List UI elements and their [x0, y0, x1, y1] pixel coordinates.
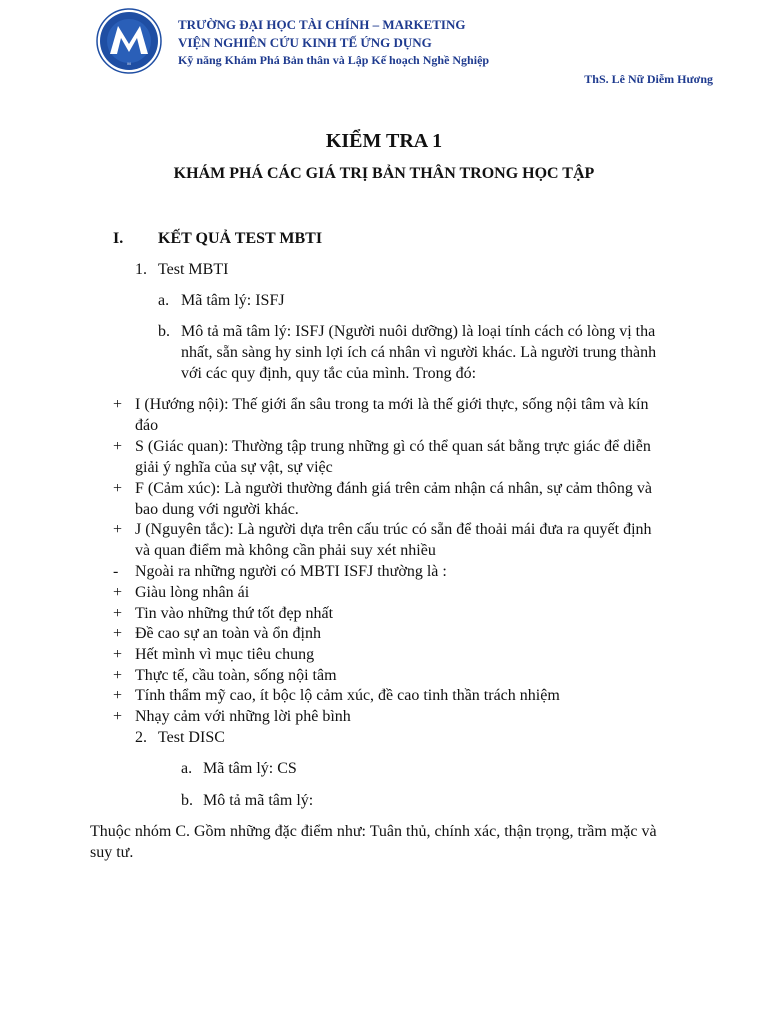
- trait-item: J (Nguyên tắc): Là người dựa trên cấu trúc có sẵn để thoải mái đưa ra quyết định và quan điểm mà không cần phải suy xét nhiều: [135, 521, 652, 559]
- author-name: ThS. Lê Nữ Diễm Hương: [584, 72, 713, 86]
- quality-marker: +: [113, 646, 123, 663]
- quality-marker: +: [113, 605, 123, 622]
- disc-paragraph: Thuộc nhóm C. Gồm những đặc điểm như: Tuân thủ, chính xác, thận trọng, trầm mặc và suy tư.: [90, 823, 657, 861]
- university-logo: [96, 8, 162, 74]
- page-subtitle: KHÁM PHÁ CÁC GIÁ TRỊ BẢN THÂN TRONG HỌC TẬP: [173, 165, 595, 182]
- extra-intro: Ngoài ra những người có MBTI ISFJ thường là :: [135, 563, 447, 580]
- trait-item: F (Cảm xúc): Là người thường đánh giá trên cảm nhận cá nhân, sự cảm thông và bao dung với người khác.: [135, 480, 653, 518]
- mbti-title: Test MBTI: [158, 261, 229, 278]
- mbti-description: Mô tả mã tâm lý: ISFJ (Người nuôi dưỡng) là loại tính cách có lòng vị tha nhất, sẵn sàng hy sinh lợi ích cá nhân vì người khác. Là người trung thành với các quy định, quy tắc của mình. Trong đó:: [181, 323, 657, 382]
- disc-description-label: Mô tả mã tâm lý:: [203, 792, 314, 809]
- extra-marker: -: [113, 563, 119, 580]
- quality-item: Thực tế, cầu toàn, sống nội tâm: [135, 667, 337, 684]
- quality-marker: +: [113, 708, 123, 725]
- logo-letter: M: [127, 61, 131, 66]
- trait-item: S (Giác quan): Thường tập trung những gì có thể quan sát bằng trực giác để diễn giải ý nghĩa của sự vật, sự việc: [135, 438, 651, 476]
- section-number: I.: [113, 230, 124, 247]
- quality-item: Giàu lòng nhân ái: [135, 584, 250, 601]
- institute-name: VIỆN NGHIÊN CỨU KINH TẾ ỨNG DỤNG: [178, 35, 432, 50]
- quality-item: Đề cao sự an toàn và ổn định: [135, 625, 321, 642]
- mbti-b-marker: b.: [158, 323, 170, 340]
- trait-marker: +: [113, 480, 123, 497]
- page-title: KIỂM TRA 1: [325, 130, 443, 152]
- disc-b-marker: b.: [181, 792, 193, 809]
- quality-marker: +: [113, 667, 123, 684]
- quality-marker: +: [113, 687, 123, 704]
- course-name: Kỹ năng Khám Phá Bản thân và Lập Kế hoạch Nghề Nghiệp: [178, 53, 490, 67]
- trait-item: I (Hướng nội): Thế giới ẩn sâu trong ta mới là thế giới thực, sống nội tâm và kín đáo: [135, 396, 649, 434]
- quality-item: Tính thẩm mỹ cao, ít bộc lộ cảm xúc, đề cao tinh thần trách nhiệm: [135, 687, 560, 704]
- disc-type-code: Mã tâm lý: CS: [203, 760, 297, 777]
- trait-marker: +: [113, 521, 123, 538]
- disc-title: Test DISC: [158, 729, 225, 746]
- trait-marker: +: [113, 438, 123, 455]
- trait-marker: +: [113, 396, 123, 413]
- quality-marker: +: [113, 584, 123, 601]
- quality-marker: +: [113, 625, 123, 642]
- mbti-type-code: Mã tâm lý: ISFJ: [181, 292, 285, 309]
- quality-item: Hết mình vì mục tiêu chung: [135, 646, 315, 663]
- university-name: TRƯỜNG ĐẠI HỌC TÀI CHÍNH – MARKETING: [178, 17, 466, 32]
- quality-item: Nhạy cảm với những lời phê bình: [135, 708, 351, 725]
- quality-item: Tin vào những thứ tốt đẹp nhất: [135, 605, 334, 622]
- mbti-number: 1.: [135, 261, 147, 278]
- section-title: KẾT QUẢ TEST MBTI: [158, 230, 323, 247]
- disc-number: 2.: [135, 729, 147, 746]
- disc-a-marker: a.: [181, 760, 193, 777]
- mbti-a-marker: a.: [158, 292, 170, 309]
